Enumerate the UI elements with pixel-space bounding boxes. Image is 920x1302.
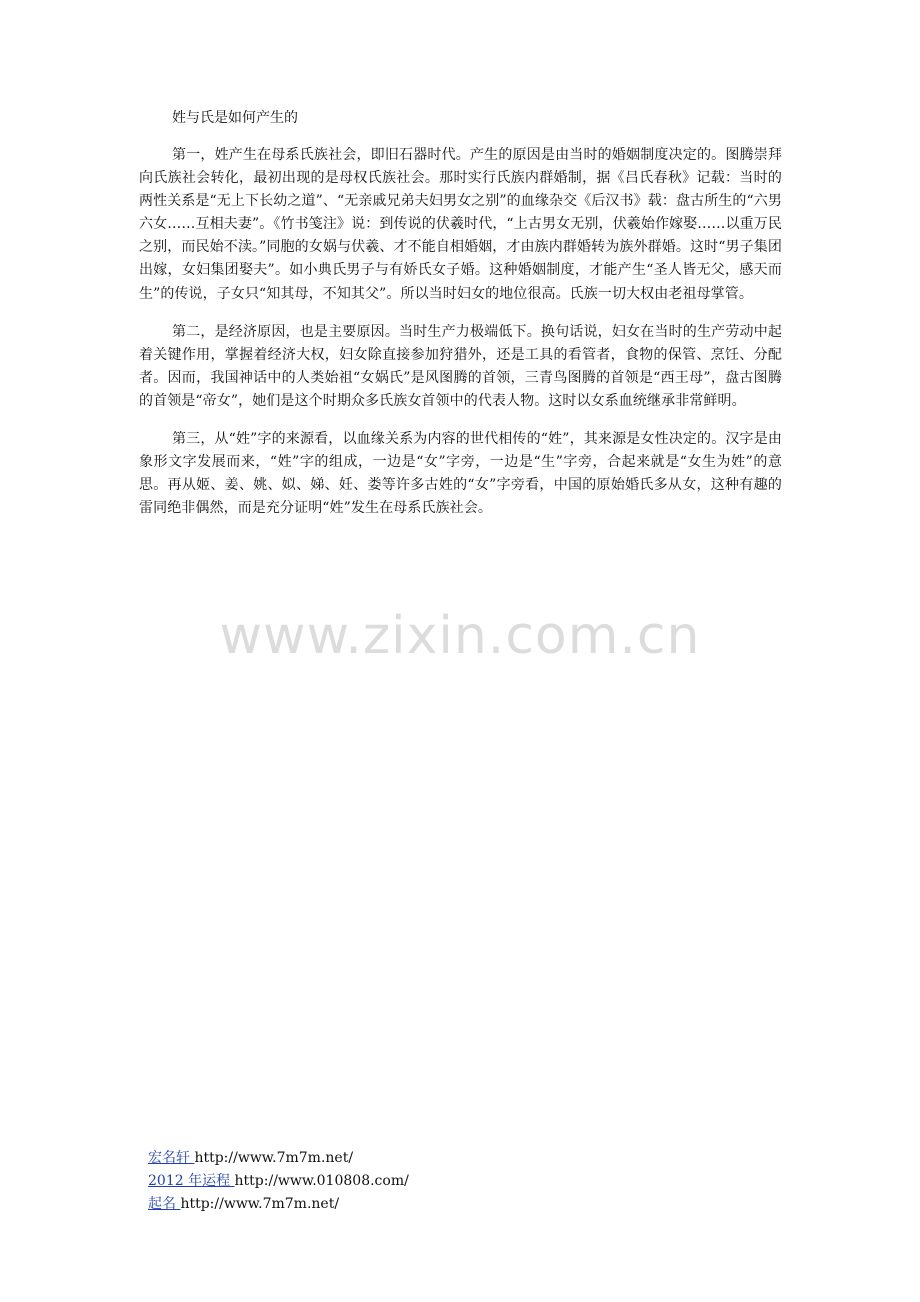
document-title: 姓与氏是如何产生的 (172, 110, 298, 126)
watermark: www.zixin.com.cn (219, 606, 701, 666)
paragraph-3: 第三，从“姓”字的来源看，以血缘关系为内容的世代相传的“姓”，其来源是女性决定的。汉字是由象形文字发展而来，“姓”字的组成，一边是“女”字旁，一边是“生”字旁，合起来就是“女生为姓”的意思。再从姬、姜、姚、姒、娣、妊、娄等许多古姓的“女”字旁看，中国的原始婚氏多从女，这种有趣的雷同绝非偶然，而是充分证明“姓”发生在母系氏族社会。 (139, 431, 782, 517)
footer-link-row (148, 1147, 409, 1170)
footer-links (148, 1147, 409, 1216)
footer-link-2012-fortune[interactable]: 2012 年运程 (148, 1173, 235, 1189)
paragraph-1: 第一，姓产生在母系氏族社会，即旧石器时代。产生的原因是由当时的婚姻制度决定的。图腾崇拜向氏族社会转化，最初出现的是母权氏族社会。那时实行氏族内群婚制，据《吕氏春秋》记载：当时的两性关系是“无上下长幼之道”、“无亲戚兄弟夫妇男女之别”的血缘杂交《后汉书》载：盘古所生的“六男六女……互相夫妻”。《竹书笺注》说：到传说的伏羲时代，“上古男女无别，伏羲始作嫁娶……以重万民之别，而民始不渎。”同胞的女娲与伏羲、才不能自相婚姻，才由族内群婚转为族外群婚。这时“男子集团出嫁，女妇集团娶夫”。如小典氏男子与有娇氏女子婚。这种婚姻制度，才能产生“圣人皆无父，感天而生”的传说，子女只“知其母，不知其父”。所以当时妇女的地位很高。氏族一切大权由老祖母掌管。 (139, 147, 782, 302)
document-body (139, 108, 782, 535)
footer-link-row (148, 1193, 409, 1216)
footer-link-hongmingxuan[interactable]: 宏名轩 (148, 1150, 195, 1166)
footer-link-row (148, 1170, 409, 1193)
paragraph-2: 第二，是经济原因，也是主要原因。当时生产力极端低下。换句话说，妇女在当时的生产劳动中起着关键作用，掌握着经济大权，妇女除直接参加狩猎外，还是工具的看管者，食物的保管、烹饪、分配者。因而，我国神话中的人类始祖“女娲氏”是风图腾的首领，三青鸟图腾的首领是“西王母”，盘古图腾的首领是“帝女”，她们是这个时期众多氏族女首领中的代表人物。这时以女系血统继承非常鲜明。 (139, 323, 782, 409)
footer-link-naming[interactable]: 起名 (148, 1196, 181, 1212)
footer-link-url: http://www.7m7m.net/ (180, 1196, 340, 1212)
footer-link-url: http://www.7m7m.net/ (194, 1150, 354, 1166)
footer-link-url: http://www.010808.com/ (234, 1173, 409, 1189)
